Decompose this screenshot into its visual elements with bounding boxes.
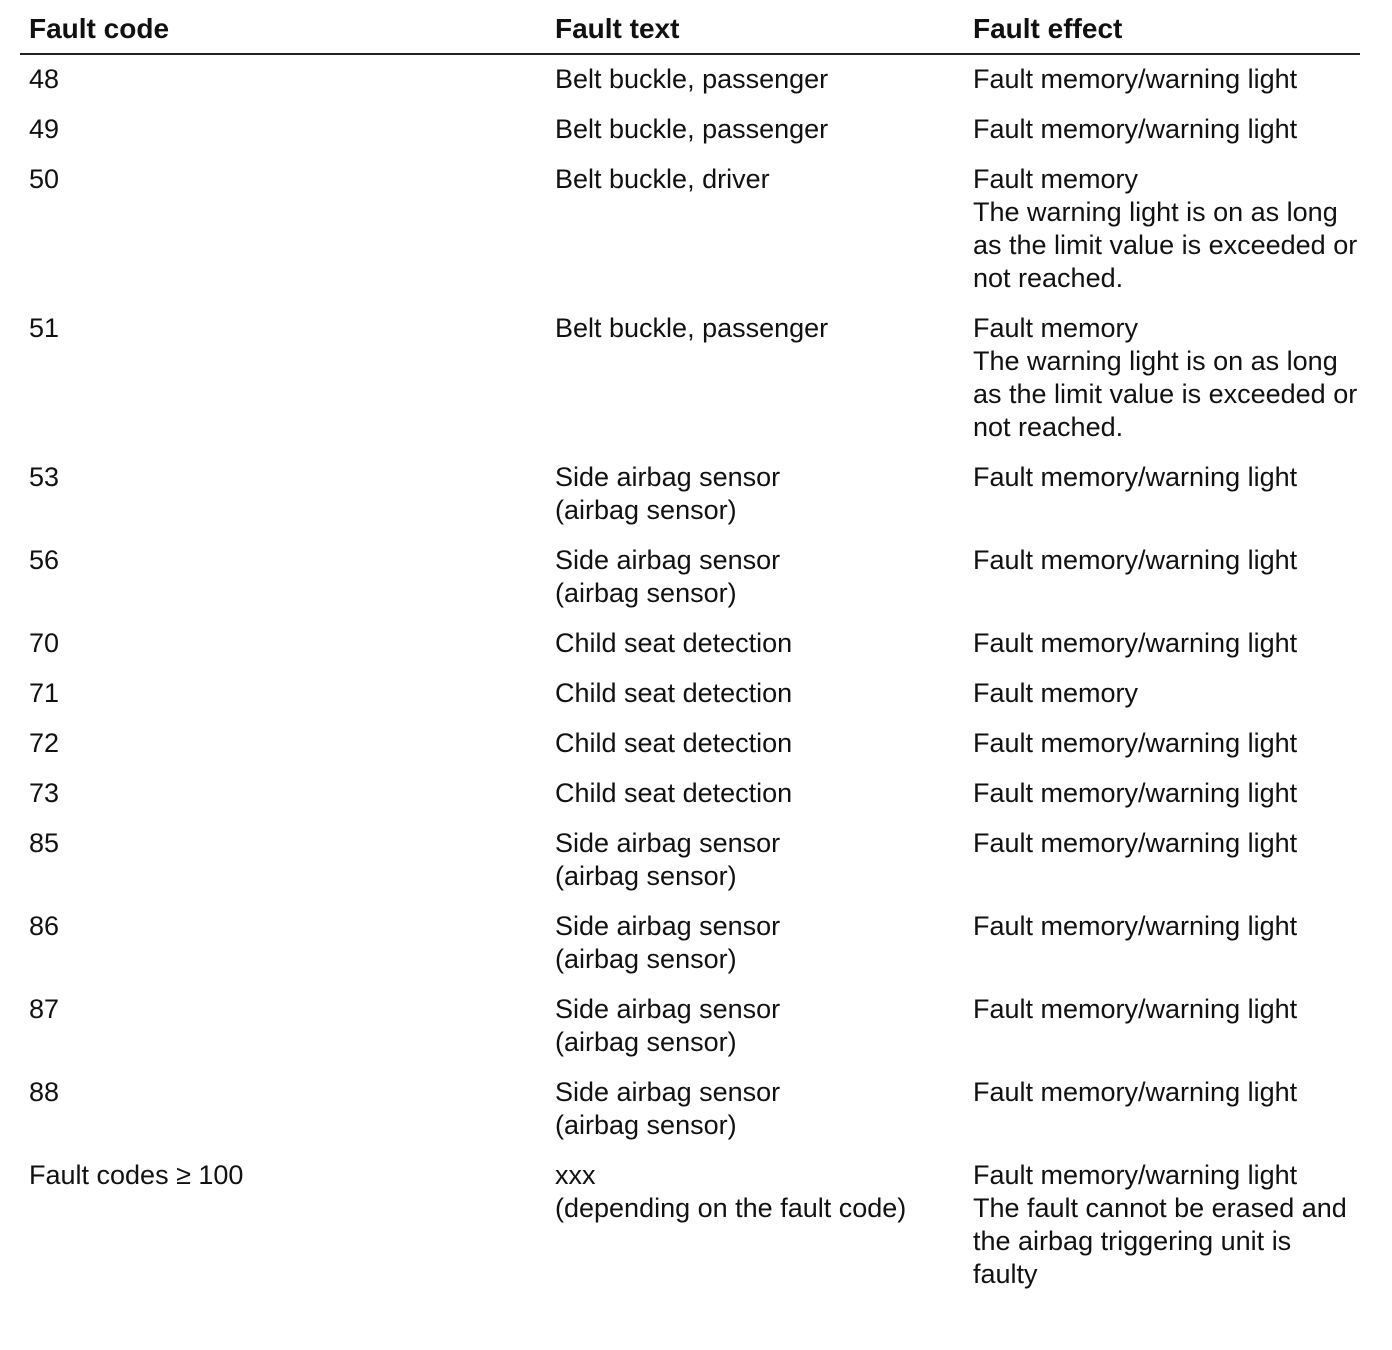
fault-text-cell: Child seat detection [555, 728, 793, 758]
fault-text-cell: Side airbag sensor (airbag sensor) [555, 911, 781, 974]
header-fault-text: Fault text [555, 13, 680, 44]
fault-effect-cell: Fault memory/warning light [973, 994, 1298, 1024]
fault-code-cell: 73 [29, 778, 60, 808]
fault-text-cell: Belt buckle, passenger [555, 114, 829, 144]
table-row [20, 677, 1360, 727]
fault-effect-cell: Fault memory/warning light [973, 545, 1298, 575]
header-fault-code: Fault code [29, 13, 170, 44]
fault-effect-cell: Fault memory/warning light [973, 728, 1298, 758]
fault-code-table [20, 0, 1360, 1308]
fault-text-cell: Belt buckle, driver [555, 164, 770, 194]
table-row [20, 461, 1360, 544]
table-row [20, 113, 1360, 163]
fault-code-cell: 51 [29, 313, 60, 343]
table-row [20, 544, 1360, 627]
fault-effect-cell: Fault memory/warning light [973, 828, 1298, 858]
fault-code-cell: 71 [29, 678, 60, 708]
header-fault-effect: Fault effect [973, 13, 1123, 44]
table-row [20, 827, 1360, 910]
fault-text-cell: Side airbag sensor (airbag sensor) [555, 545, 781, 608]
fault-text-cell: Side airbag sensor (airbag sensor) [555, 462, 781, 525]
fault-code-cell: 49 [29, 114, 60, 144]
fault-code-cell: 87 [29, 994, 60, 1024]
fault-effect-cell: Fault memory/warning light [973, 1077, 1298, 1107]
fault-code-cell: 72 [29, 728, 60, 758]
table-body [20, 55, 1360, 1308]
fault-text-cell: xxx (depending on the fault code) [555, 1160, 907, 1223]
fault-code-cell: 70 [29, 628, 60, 658]
table-row [20, 1076, 1360, 1159]
fault-code-cell: 56 [29, 545, 60, 575]
fault-code-cell: 48 [29, 64, 60, 94]
fault-code-cell: 50 [29, 164, 60, 194]
fault-text-cell: Child seat detection [555, 678, 793, 708]
fault-effect-cell: Fault memory The warning light is on as long as the limit value is exceeded or not reached. [973, 313, 1358, 442]
fault-text-cell: Side airbag sensor (airbag sensor) [555, 994, 781, 1057]
fault-effect-cell: Fault memory/warning light [973, 778, 1298, 808]
fault-text-cell: Child seat detection [555, 628, 793, 658]
fault-effect-cell: Fault memory/warning light [973, 64, 1298, 94]
fault-text-cell: Child seat detection [555, 778, 793, 808]
fault-effect-cell: Fault memory The warning light is on as long as the limit value is exceeded or not reached. [973, 164, 1358, 293]
fault-text-cell: Belt buckle, passenger [555, 313, 829, 343]
table-row [20, 627, 1360, 677]
table-row [20, 777, 1360, 827]
fault-effect-cell: Fault memory/warning light [973, 911, 1298, 941]
fault-code-cell: 86 [29, 911, 60, 941]
table-header [20, 0, 1360, 55]
fault-effect-cell: Fault memory [973, 678, 1139, 708]
fault-text-cell: Side airbag sensor (airbag sensor) [555, 828, 781, 891]
fault-text-cell: Belt buckle, passenger [555, 64, 829, 94]
fault-effect-cell: Fault memory/warning light [973, 462, 1298, 492]
table-row [20, 312, 1360, 461]
fault-code-cell: 85 [29, 828, 60, 858]
table-row [20, 163, 1360, 312]
fault-effect-cell: Fault memory/warning light [973, 114, 1298, 144]
fault-effect-cell: Fault memory/warning light [973, 628, 1298, 658]
fault-code-cell: Fault codes ≥ 100 [29, 1160, 244, 1190]
table-row [20, 910, 1360, 993]
fault-code-cell: 53 [29, 462, 60, 492]
table-row [20, 63, 1360, 113]
fault-effect-cell: Fault memory/warning light The fault cannot be erased and the airbag triggering unit is faulty [973, 1160, 1347, 1289]
fault-code-cell: 88 [29, 1077, 60, 1107]
table-row [20, 993, 1360, 1076]
fault-text-cell: Side airbag sensor (airbag sensor) [555, 1077, 781, 1140]
table-row [20, 1159, 1360, 1308]
table-row [20, 727, 1360, 777]
